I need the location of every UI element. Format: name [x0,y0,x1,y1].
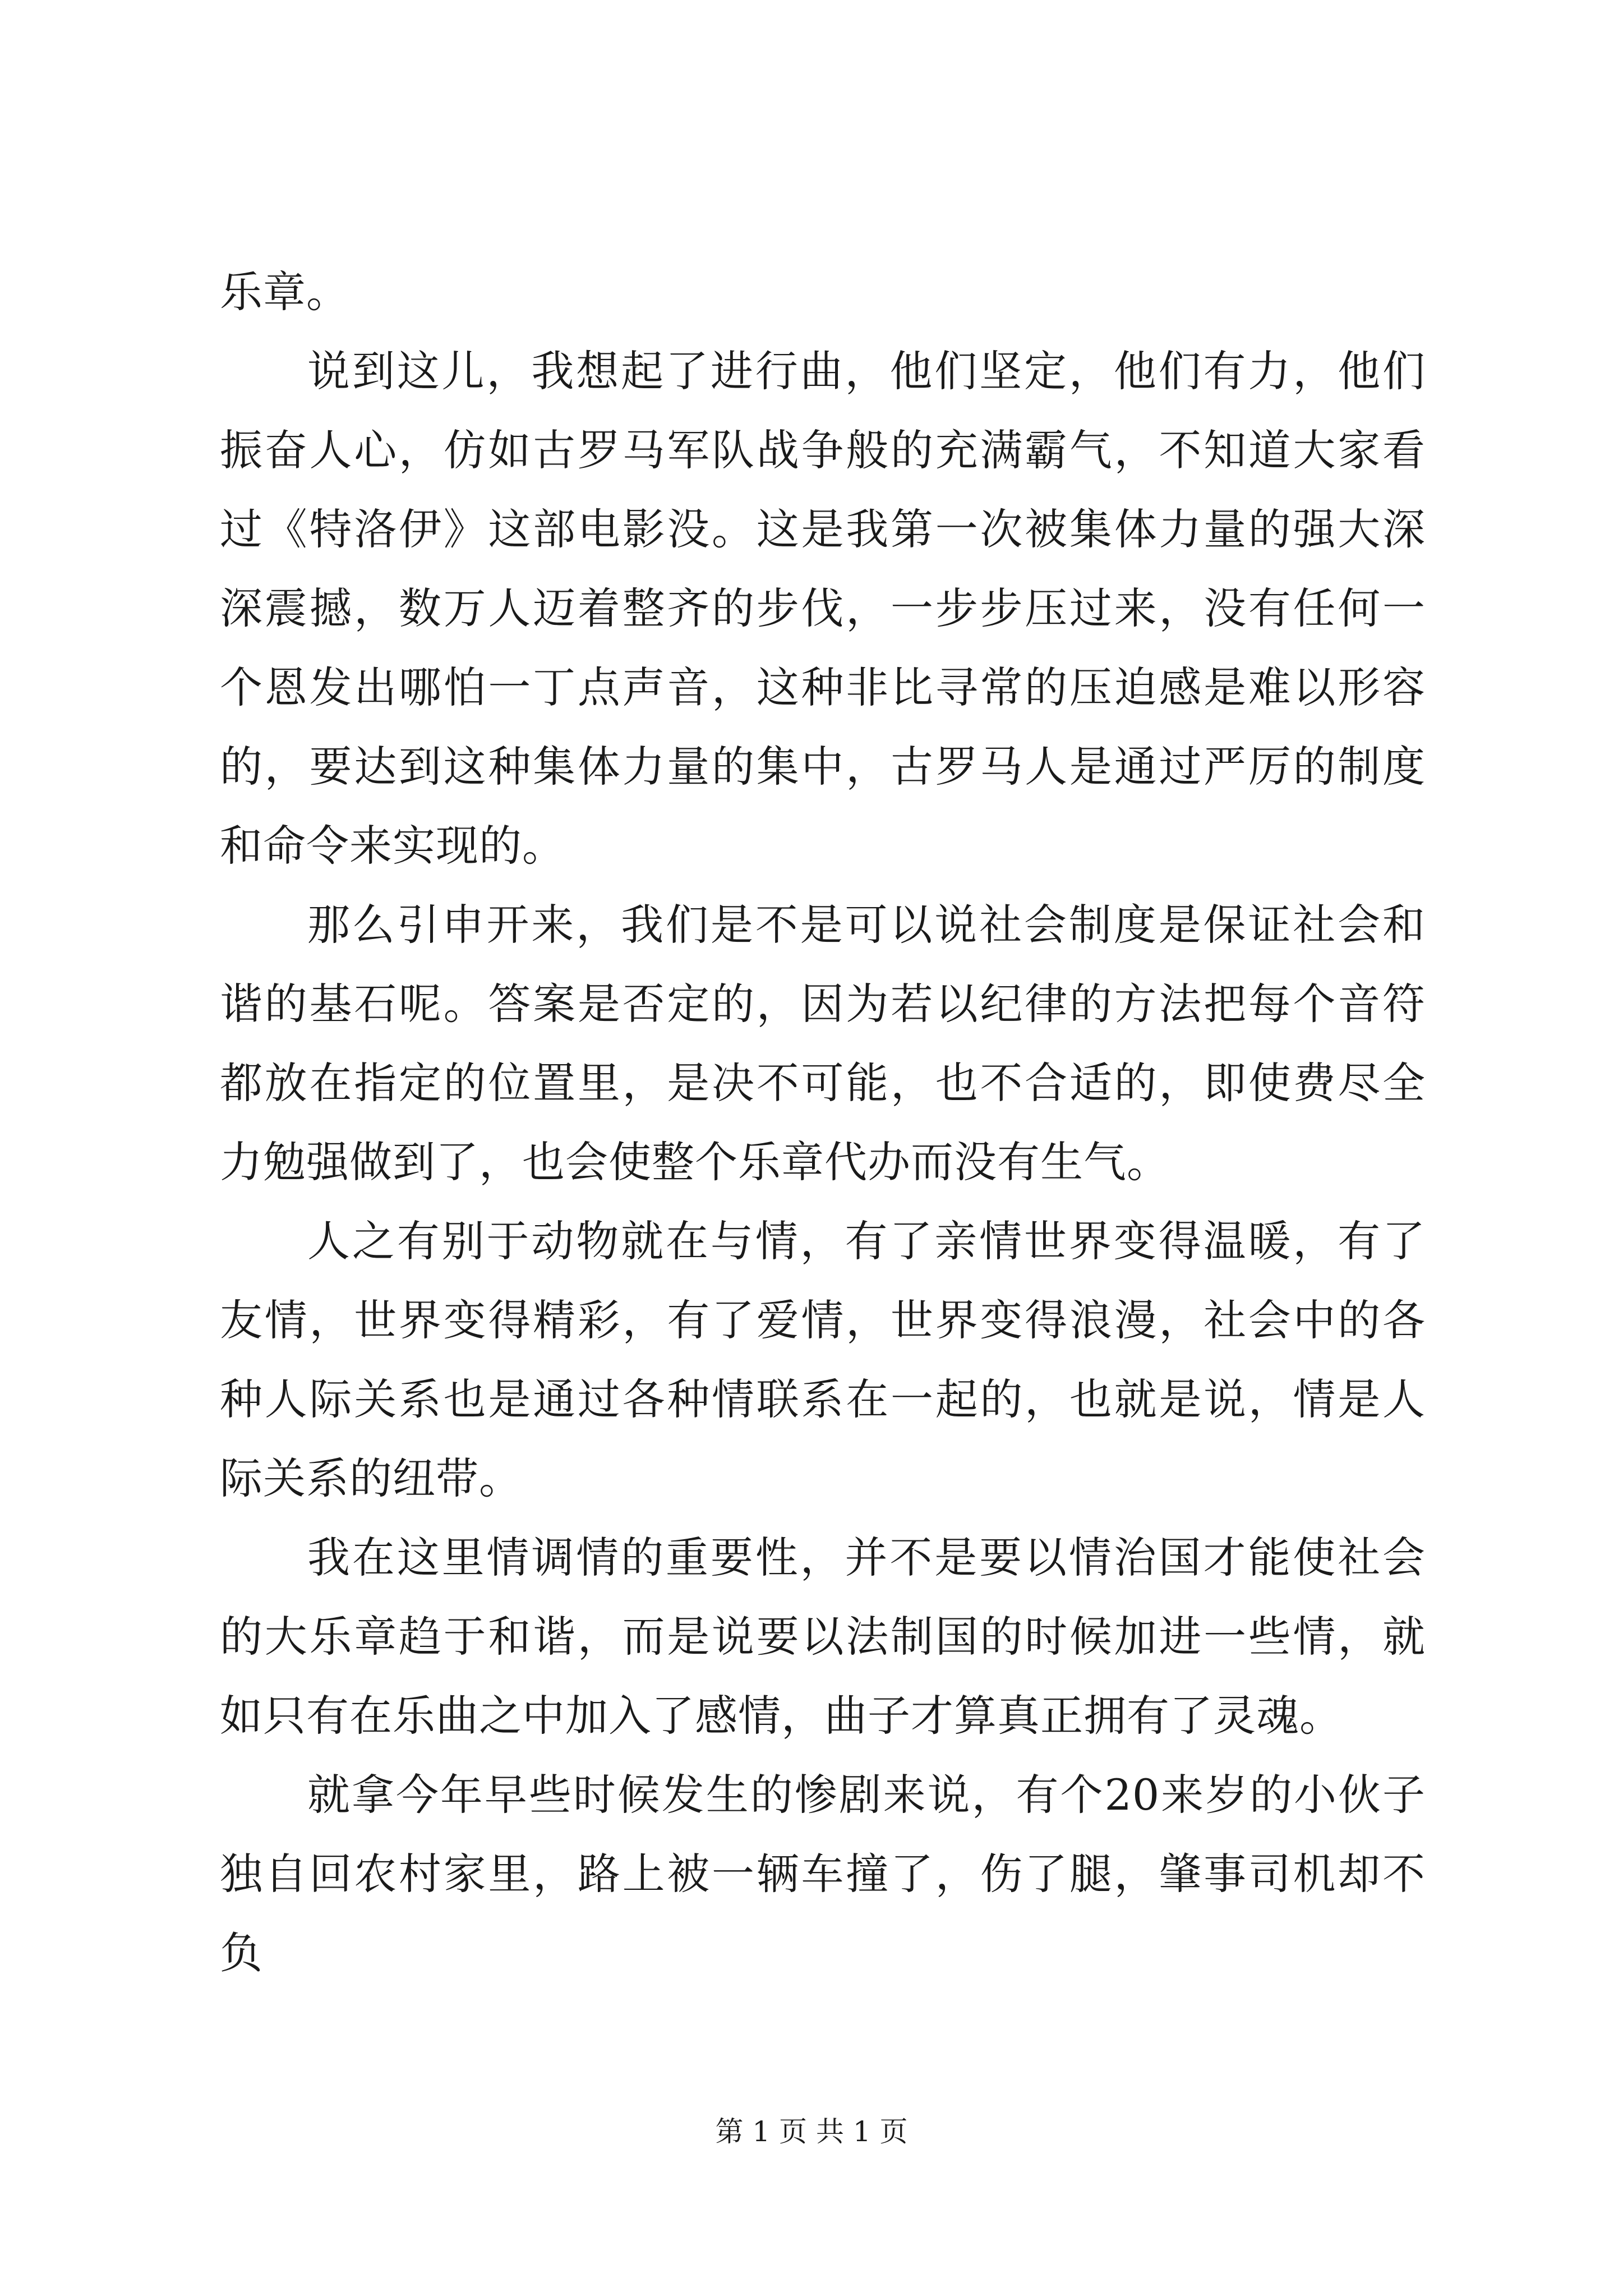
paragraph: 我在这里情调情的重要性，并不是要以情治国才能使社会的大乐章趋于和谐，而是说要以法制国的时候加进一些情，就如只有在乐曲之中加入了感情，曲子才算真正拥有了灵魂。 [220,1533,1426,1741]
paragraph-continuation: 乐章。 [220,267,349,317]
paragraph: 说到这儿，我想起了进行曲，他们坚定，他们有力，他们振奋人心，仿如古罗马军队战争般的充满霸气，不知道大家看过《特洛伊》这部电影没。这是我第一次被集体力量的强大深深震撼，数万人迈着整齐的步伐，一步步压过来，没有任何一个恩发出哪怕一丁点声音，这种非比寻常的压迫感是难以形容的，要达到这种集体力量的集中，古罗马人是通过严厉的制度和命令来实现的。 [220,346,1426,871]
paragraph: 人之有别于动物就在与情，有了亲情世界变得温暖，有了友情，世界变得精彩，有了爱情，世界变得浪漫，社会中的各种人际关系也是通过各种情联系在一起的，也就是说，情是人际关系的纽带。 [220,1216,1426,1503]
paragraph: 那么引申开来，我们是不是可以说社会制度是保证社会和谐的基石呢。答案是否定的，因为若以纪律的方法把每个音符都放在指定的位置里，是决不可能，也不合适的，即使费尽全力勉强做到了，也会使整个乐章代办而没有生气。 [220,900,1426,1187]
page-footer [0,2112,1623,2151]
page-number-label: 第 1 页 共 1 页 [715,2115,908,2148]
paragraph: 就拿今年早些时候发生的惨剧来说，有个20来岁的小伙子独自回农村家里，路上被一辆车撞了，伤了腿，肇事司机却不负 [220,1770,1426,1978]
document-body [220,252,1426,1993]
